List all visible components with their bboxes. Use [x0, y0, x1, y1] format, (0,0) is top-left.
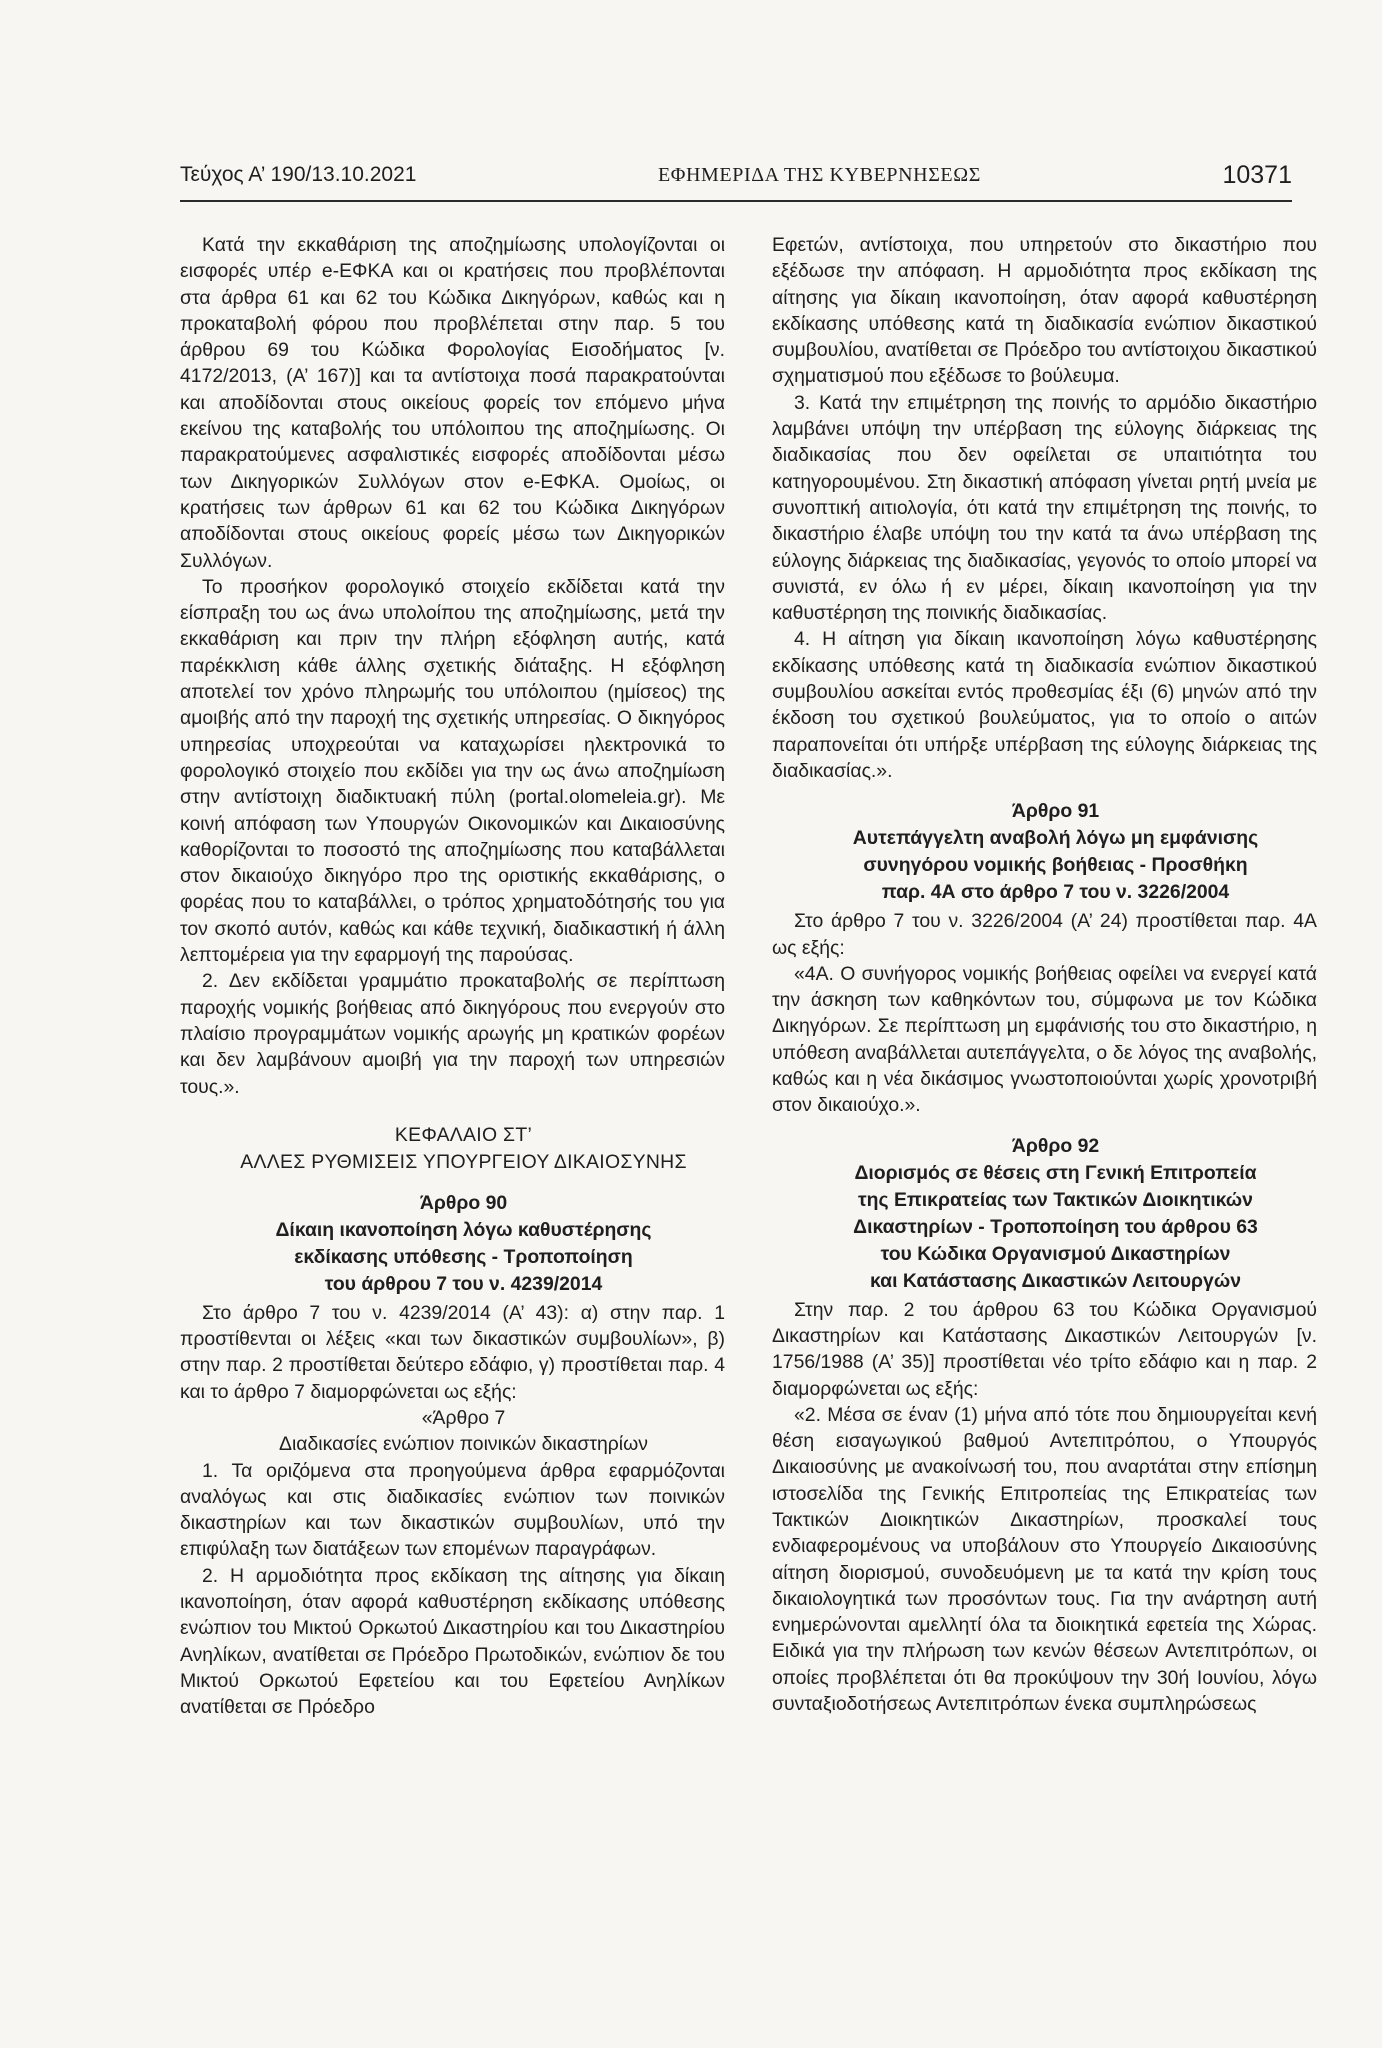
article-title-line: και Κατάστασης Δικαστικών Λειτουργών: [870, 1269, 1241, 1292]
quoted-article-title: Διαδικασίες ενώπιον ποινικών δικαστηρίων: [279, 1433, 648, 1456]
article-91-heading: [772, 798, 1317, 906]
paragraph: «2. Μέσα σε έναν (1) μήνα από τότε που δημιουργείται κενή θέση εισαγωγικού βαθμού Αντεπιτρόπου, ο Υπουργός Δικαιοσύνης με ανακοίνωσή του, που αναρτάται στην επίσημη ιστοσελίδα της Γενικής Επιτροπείας της Επικρατείας των Τακτικών Διοικητικών Δικαστηρίων, προσκαλεί τους ενδιαφερομένους να υποβάλουν στο Υπουργείο Δικαιοσύνης αίτηση διορισμού, συνοδευόμενη με τα κατά την κρίση τους δικαιολογητικά των προσόντων τους. Για την ανάρτηση αυτή ενημερώνονται αμελλητί όλα τα διοικητικά εφετεία της Χώρας. Ειδικά για την πλήρωση των κενών θέσεων Αντεπιτρόπων, οι οποίες προβλέπεται ότι θα προκύψουν την 30ή Ιουνίου, λόγω συνταξιοδοτήσεως Αντεπιτρόπων ένεκα συμπληρώσεως: [772, 1403, 1317, 1716]
chapter-heading: [180, 1122, 725, 1176]
page-number: 10371: [1222, 160, 1292, 189]
paragraph: Το προσήκον φορολογικό στοιχείο εκδίδεται κατά την είσπραξη του ως άνω υπολοίπου της αποζημίωσης, μετά την εκκαθάριση και πριν την πλήρη εξόφληση αυτής, κατά παρέκκλιση κάθε άλλης σχετικής διάταξης. Η εξόφληση αποτελεί τον χρόνο πληρωμής του υπόλοιπου (ημίσεος) της αμοιβής από την παροχή της σχετικής υπηρεσίας. Ο δικηγόρος υπηρεσίας υποχρεούται να καταχωρίσει ηλεκτρονικά το φορολογικό στοιχείο που εκδίδει για την ως άνω αποζημίωση στην αντίστοιχη διαδικτυακή πύλη (portal.olomeleia.gr). Με κοινή απόφαση των Υπουργών Οικονομικών και Δικαιοσύνης καθορίζονται το ποσοστό της αποζημίωσης που καταβάλλεται στον δικαιούχο δικηγόρο προ της οριστικής εκκαθάρισης, ο φορέας που το καταβάλλει, ο τρόπος χρηματοδότησής του για τον σκοπό αυτόν, καθώς και κάθε τεχνική, διαδικαστική ή άλλη λεπτομέρεια για την εφαρμογή της παρούσας.: [180, 575, 725, 967]
quoted-article-number: «Άρθρο 7: [421, 1406, 506, 1429]
paragraph: 2. Η αρμοδιότητα προς εκδίκαση της αίτησης για δίκαιη ικανοποίηση, όταν αφορά καθυστέρηση εκδίκασης υπόθεσης ενώπιον του Μικτού Ορκωτού Δικαστηρίου και του Δικαστηρίου Ανηλίκων, ανατίθεται σε Πρόεδρο Πρωτοδικών, ενώπιον δε του Μικτού Ορκωτού Εφετείου και του Εφετείου Ανηλίκων ανατίθεται σε Πρόεδρο: [180, 1564, 725, 1719]
article-90-heading: [180, 1190, 725, 1298]
right-column: [772, 232, 1317, 1717]
article-title-line: Αυτεπάγγελτη αναβολή λόγω μη εμφάνισης: [852, 827, 1259, 850]
chapter-title: ΑΛΛΕΣ ΡΥΘΜΙΣΕΙΣ ΥΠΟΥΡΓΕΙΟΥ ΔΙΚΑΙΟΣΥΝΗΣ: [240, 1150, 687, 1173]
paragraph: 1. Τα οριζόμενα στα προηγούμενα άρθρα εφαρμόζονται αναλόγως και στις διαδικασίες ενώπιον των ποινικών δικαστηρίων και των δικαστικών συμβουλίων, υπό την επιφύλαξη των διατάξεων των επομένων παραγράφων.: [180, 1459, 725, 1561]
paragraph: Κατά την εκκαθάριση της αποζημίωσης υπολογίζονται οι εισφορές υπέρ e-ΕΦΚΑ και οι κρατήσεις που προβλέπονται στα άρθρα 61 και 62 του Κώδικα Δικηγόρων, καθώς και η προκαταβολή φόρου που προβλέπεται στην παρ. 5 του άρθρου 69 του Κώδικα Φορολογίας Εισοδήματος [ν. 4172/2013, (Α’ 167)] και τα αντίστοιχα ποσά παρακρατούνται και αποδίδονται στους οικείους φορείς τον επόμενο μήνα εκείνου της καταβολής του υπόλοιπου της αποζημίωσης. Οι παρακρατούμενες ασφαλιστικές εισφορές αποδίδονται μέσω των Δικηγορικών Συλλόγων στον e-ΕΦΚΑ. Ομοίως, οι κρατήσεις των άρθρων 61 και 62 του Κώδικα Δικηγόρων αποδίδονται στους οικείους φορείς μέσω των Δικηγορικών Συλλόγων.: [180, 234, 725, 572]
issue-label: Τεύχος Α’ 190/13.10.2021: [180, 163, 417, 186]
article-title-line: εκδίκασης υπόθεσης - Τροποποίηση: [294, 1245, 633, 1268]
article-number: Άρθρο 92: [1011, 1134, 1100, 1157]
chapter-number: ΚΕΦΑΛΑΙΟ ΣΤ’: [394, 1123, 533, 1146]
left-column: [180, 232, 725, 1721]
paragraph: 2. Δεν εκδίδεται γραμμάτιο προκαταβολής σε περίπτωση παροχής νομικής βοήθειας από δικηγόρους που ενεργούν στο πλαίσιο προγραμμάτων νομικής αρωγής μη κρατικών φορέων και δεν λαμβάνουν αμοιβή για την παροχή των υπηρεσιών τους.».: [180, 970, 725, 1098]
paragraph: Στην παρ. 2 του άρθρου 63 του Κώδικα Οργανισμού Δικαστηρίων και Κατάστασης Δικαστικών Λειτουργών [ν. 1756/1988 (Α’ 35)] προστίθεται νέο τρίτο εδάφιο και η παρ. 2 διαμορφώνεται ως εξής:: [772, 1298, 1317, 1400]
paragraph: «4Α. Ο συνήγορος νομικής βοήθειας οφείλει να ενεργεί κατά την άσκηση των καθηκόντων του, σύμφωνα με τον Κώδικα Δικηγόρων. Σε περίπτωση μη εμφάνισής του στο δικαστήριο, η υπόθεση αναβάλλεται αυτεπάγγελτα, ο δε λόγος της αναβολής, καθώς και η νέα δικάσιμος γνωστοποιούνται χωρίς χρονοτριβή στον δικαιούχο.».: [772, 962, 1317, 1117]
article-title-line: του Κώδικα Οργανισμού Δικαστηρίων: [880, 1242, 1231, 1265]
article-title-line: Διορισμός σε θέσεις στη Γενική Επιτροπεία: [854, 1161, 1257, 1184]
article-title-line: συνηγόρου νομικής βοήθειας - Προσθήκη: [863, 854, 1248, 877]
article-title-line: του άρθρου 7 του ν. 4239/2014: [324, 1272, 603, 1295]
article-number: Άρθρο 91: [1011, 800, 1100, 823]
paragraph: Στο άρθρο 7 του ν. 3226/2004 (Α’ 24) προστίθεται παρ. 4Α ως εξής:: [772, 910, 1317, 959]
header-rule: [180, 200, 1292, 202]
paragraph: Στο άρθρο 7 του ν. 4239/2014 (Α’ 43): α) στην παρ. 1 προστίθενται οι λέξεις «και των δικαστικών συμβουλίων», β) στην παρ. 2 προστίθεται δεύτερο εδάφιο, γ) προστίθεται παρ. 4 και το άρθρο 7 διαμορφώνεται ως εξής:: [180, 1301, 725, 1403]
paragraph: Εφετών, αντίστοιχα, που υπηρετούν στο δικαστήριο που εξέδωσε την απόφαση. Η αρμοδιότητα προς εκδίκαση της αίτησης για δίκαιη ικανοποίηση, όταν αφορά καθυστέρηση εκδίκασης υπόθεσης κατά τη διαδικασία ενώπιον δικαστικού συμβουλίου, ανατίθεται σε Πρόεδρο του αντίστοιχου δικαστικού σχηματισμού που εξέδωσε το βούλευμα.: [772, 234, 1317, 388]
page-header: [180, 158, 1292, 192]
paragraph: 4. Η αίτηση για δίκαιη ικανοποίηση λόγω καθυστέρησης εκδίκασης υπόθεσης κατά τη διαδικασία ενώπιον δικαστικού συμβουλίου ασκείται εντός προθεσμίας έξι (6) μηνών από την έκδοση του σχετικού βουλεύματος, για το οποίο ο αιτών παραπονείται ότι υπήρξε υπέρβαση της εύλογης διάρκειας της διαδικασίας.».: [772, 628, 1317, 782]
gazette-title: ΕΦΗΜΕΡΙΔΑ ΤΗΣ ΚΥΒΕΡΝΗΣΕΩΣ: [657, 163, 981, 186]
article-title-line: Δίκαιη ικανοποίηση λόγω καθυστέρησης: [275, 1218, 652, 1241]
article-title-line: παρ. 4Α στο άρθρο 7 του ν. 3226/2004: [881, 881, 1230, 904]
article-title-line: Δικαστηρίων - Τροποποίηση του άρθρου 63: [853, 1215, 1258, 1238]
paragraph: 3. Κατά την επιμέτρηση της ποινής το αρμόδιο δικαστήριο λαμβάνει υπόψη την υπέρβαση της εύλογης διάρκειας της διαδικασίας που δεν οφείλεται σε υπαιτιότητα του κατηγορουμένου. Στη δικαστική απόφαση γίνεται ρητή μνεία με συνοπτική αιτιολογία, ότι κατά την επιμέτρηση της ποινής, το δικαστήριο έλαβε υπόψη του την κατά τα άνω υπέρβαση της εύλογης διάρκειας της διαδικασίας, γεγονός το οποίο μπορεί να συνιστά, εν όλω ή εν μέρει, δίκαιη ικανοποίηση για την καθυστέρηση της ποινικής διαδικασίας.: [772, 391, 1317, 625]
article-92-heading: [772, 1133, 1317, 1295]
article-number: Άρθρο 90: [419, 1191, 508, 1214]
article-title-line: της Επικρατείας των Τακτικών Διοικητικών: [858, 1188, 1253, 1211]
